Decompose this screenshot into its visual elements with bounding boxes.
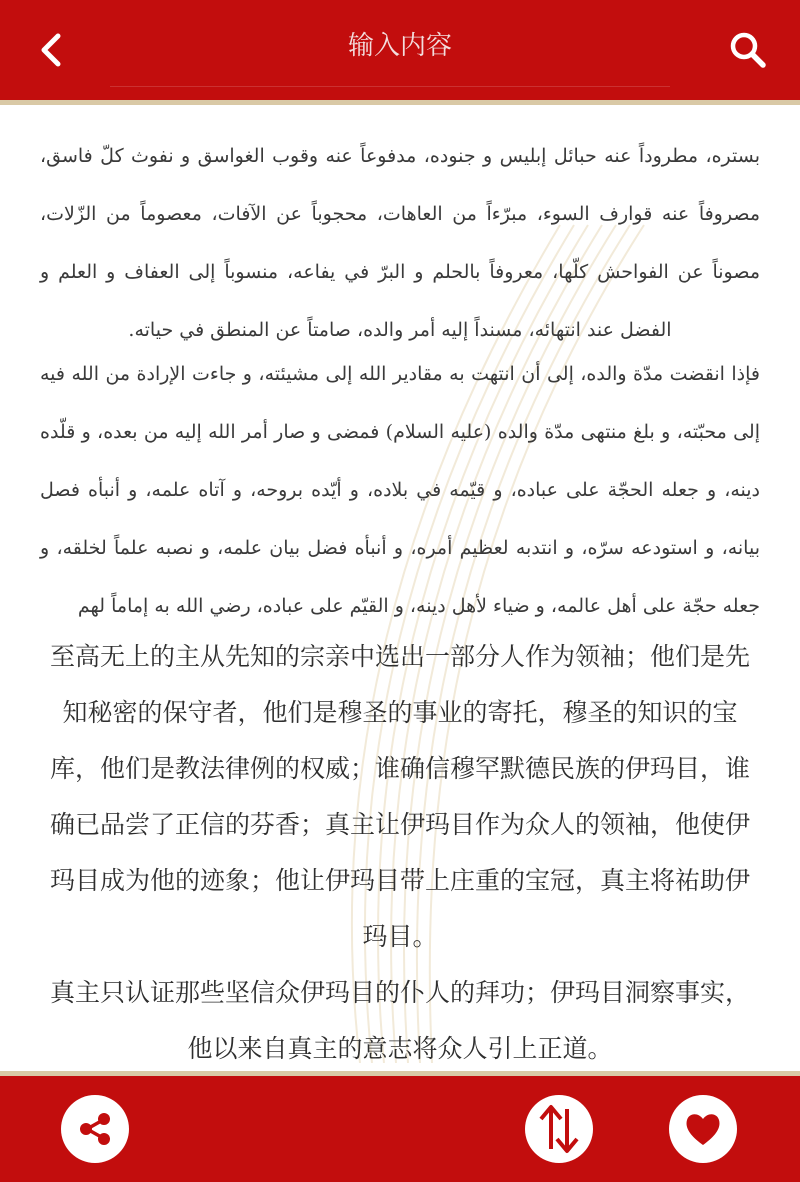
heart-icon: [683, 1109, 723, 1149]
share-button[interactable]: [61, 1095, 129, 1163]
chinese-paragraph-2: 真主只认证那些坚信众伊玛目的仆人的拜功；伊玛目洞察事实，他以来自真主的意志将众人引上正道。: [49, 978, 750, 1063]
search-button[interactable]: [718, 20, 778, 80]
search-icon: [728, 30, 768, 70]
title-underline: [110, 86, 670, 87]
arabic-paragraph-2: فإذا انقضت مدّة والده، إلى أن انتهت به مقادير الله إلى مشيئته، و جاءت الإرادة من الله فيه إلى محبّته، و بلغ منتهى مدّة والده (عليه السلام) فمضى و صار أمر الله إليه من بعده، و قلّده دينه، و جعله الحجّة على عباده، و قيّمه في بلاده، و أيّده بروحه، و آتاه علمه، و أنبأه فصل بيانه، و استودعه سرّه، و انتدبه لعظيم أمره، و أنبأه فضل بيان علمه، و نصبه علماً لخلقه، و جعله حجّة على أهل عالمه، و ضياء لأهل دينه، و القيّم على عباده، رضي الله به إماماً لهم: [40, 363, 760, 617]
back-button[interactable]: [22, 20, 82, 80]
share-icon: [75, 1109, 115, 1149]
page-title: 输入内容: [347, 31, 452, 61]
chevron-left-icon: [32, 30, 72, 70]
swap-vertical-icon: [535, 1103, 583, 1155]
top-bar: [0, 0, 800, 100]
reading-content[interactable]: [0, 105, 800, 1063]
swap-order-button[interactable]: [525, 1095, 593, 1163]
favorite-button[interactable]: [669, 1095, 737, 1163]
bottom-toolbar: [0, 1076, 800, 1182]
arabic-paragraph-1: بستره، مطروداً عنه حبائل إبليس و جنوده، مدفوعاً عنه وقوب الغواسق و نفوث كلّ فاسق، مصروفاً عنه قوارف السوء، مبرّءاً من العاهات، محجوباً عن الآفات، معصوماً من الزّلات، مصوناً عن الفواحش كلّها، معروفاً بالحلم و البرّ في يفاعه، منسوباً إلى العفاف و العلم و الفضل عند انتهائه، مسنداً إليه أمر والده، صامتاً عن المنطق في حياته.: [40, 145, 760, 341]
chinese-paragraph-1: 至高无上的主从先知的宗亲中选出一部分人作为领袖；他们是先知秘密的保守者，他们是穆圣的事业的寄托，穆圣的知识的宝库，他们是教法律例的权威；谁确信穆罕默德民族的伊玛目，谁确已品尝了正信的芬香；真主让伊玛目作为众人的领袖，他使伊玛目成为他的迹象；他让伊玛目带上庄重的宝冠，真主将祐助伊玛目。: [49, 642, 750, 951]
